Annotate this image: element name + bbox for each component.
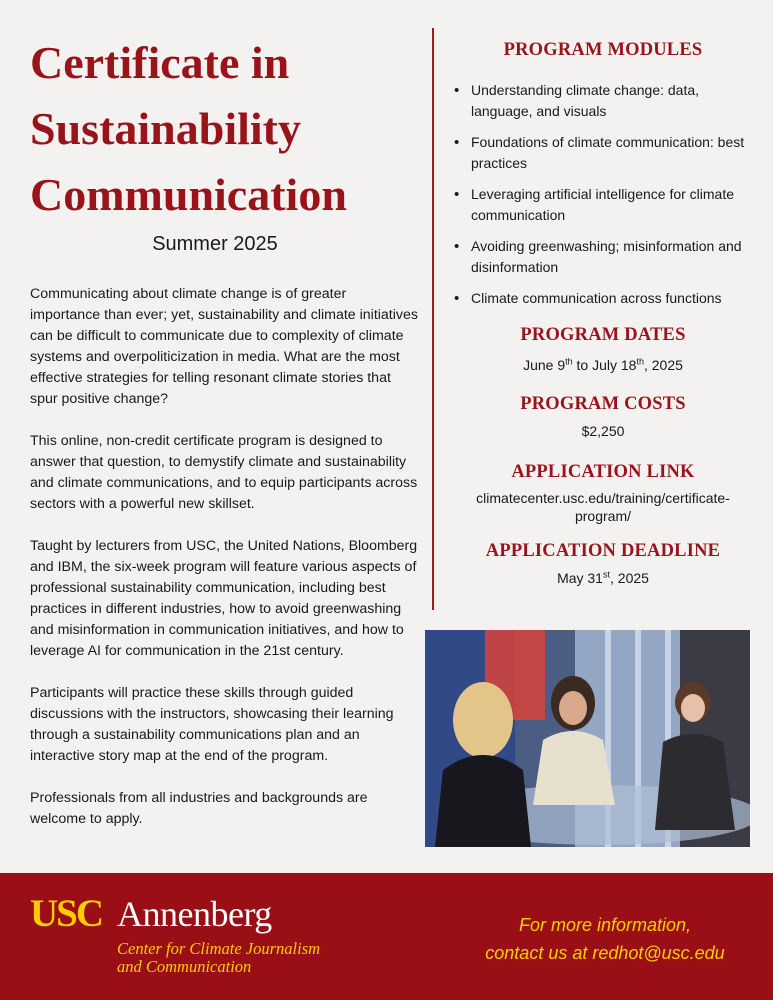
contact-line1: For more information, xyxy=(518,915,692,935)
deadline-year: , 2025 xyxy=(610,570,649,586)
deadline-sup: st xyxy=(602,569,610,580)
application-link[interactable]: climatecenter.usc.edu/training/certificate-program/ xyxy=(476,490,730,524)
deadline-value xyxy=(450,569,756,587)
panel-photo xyxy=(425,630,750,847)
column-divider xyxy=(432,28,434,610)
dates-year: , 2025 xyxy=(643,357,683,373)
center-name-line2: and Communication xyxy=(117,957,252,976)
modules-heading: PROGRAM MODULES xyxy=(503,40,703,60)
body-paragraph: Taught by lecturers from USC, the United Nations, Bloomberg and IBM, the six-week program will feature various aspects of professional sustainability communication, including best practices in different industries, how to avoid greenwashing and misinformation in communication initiatives, and how to leverage AI for communication in the 21st century. xyxy=(30,538,418,659)
module-item: • Climate communication across functions xyxy=(471,288,756,309)
body-paragraph: Participants will practice these skills through guided discussions with the instructors, showcasing their learning through a sustainability communications plan and an interactive story map at the end of the program. xyxy=(30,685,394,764)
dates-end-sup: th xyxy=(636,356,644,367)
dates-start-sup: th xyxy=(565,356,573,367)
annenberg-logo: Annenberg xyxy=(117,894,272,934)
application-heading: APPLICATION LINK xyxy=(511,462,695,482)
contact-info xyxy=(460,911,750,967)
dates-end: to July 18 xyxy=(572,357,637,373)
dates-value xyxy=(450,356,756,374)
module-item: • Leveraging artificial intelligence for climate communication xyxy=(471,184,756,226)
deadline-heading: APPLICATION DEADLINE xyxy=(485,541,721,561)
center-name xyxy=(117,940,377,976)
usc-logo: USC xyxy=(30,892,103,935)
module-item: • Avoiding greenwashing; misinformation and disinformation xyxy=(471,236,756,278)
contact-email[interactable]: contact us at redhot@usc.edu xyxy=(485,943,725,963)
page-title: Certificate in Sustainability Communication xyxy=(30,37,347,220)
costs-value: $2,250 xyxy=(581,423,625,439)
body-paragraph: Professionals from all industries and backgrounds are welcome to apply. xyxy=(30,790,368,827)
module-item: • Foundations of climate communication: best practices xyxy=(471,132,756,174)
dates-start: June 9 xyxy=(523,357,566,373)
footer-band xyxy=(0,873,773,1000)
deadline-date: May 31 xyxy=(557,570,603,586)
body-paragraph: Communicating about climate change is of greater importance than ever; yet, sustainability and climate initiatives can be difficult to communicate due to complexity of climate systems and overpoliticization in media. What are the most effective strategies for telling resonant climate stories that spur positive change? xyxy=(30,286,418,407)
center-name-line1: Center for Climate Journalism xyxy=(117,939,321,958)
page-subtitle: Summer 2025 xyxy=(152,233,278,255)
body-paragraph: This online, non-credit certificate program is designed to answer that question, to demystify climate and sustainability and climate communications, and to equip participants across sectors with a powerful new skillset. xyxy=(30,433,418,512)
modules-list xyxy=(450,80,756,309)
right-column xyxy=(450,40,756,587)
module-item: • Understanding climate change: data, language, and visuals xyxy=(471,80,756,122)
intro-body xyxy=(30,284,420,851)
dates-heading: PROGRAM DATES xyxy=(520,325,686,345)
costs-heading: PROGRAM COSTS xyxy=(520,394,686,414)
photo-illustration xyxy=(425,630,750,847)
